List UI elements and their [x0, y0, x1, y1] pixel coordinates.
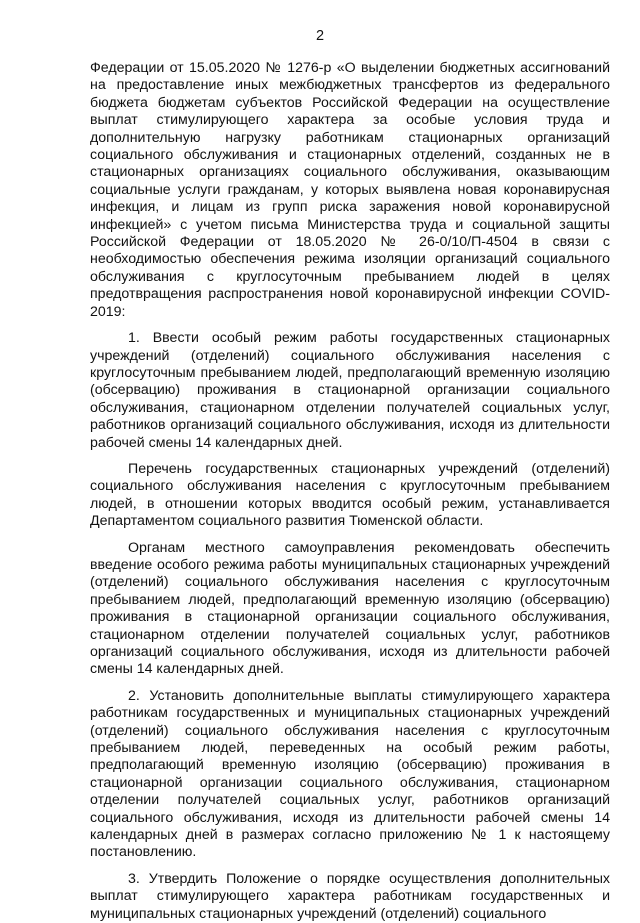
paragraph-item-2: 2. Установить дополнительные выплаты стимулирующего характера работникам государственных и муниципальных стационарных учреждений (отделений) социального обслуживания населения с круглосуточным пребыванием людей, переведенных на особый режим работы, предполагающий временную изоляцию (обсервацию) проживания в стационарной организации социального обслуживания, стационарном отделении получателей социальных услуг, работников организаций социального обслуживания, исходя из длительности рабочей смены 14 календарных дней в размерах согласно приложению № 1 к настоящему постановлению. — [90, 687, 610, 861]
paragraph-local-government: Органам местного самоуправления рекомендовать обеспечить введение особого режима работы муниципальных стационарных учреждений (отделений) социального обслуживания населения с круглосуточным пребыванием людей, предполагающий временную изоляцию (обсервацию) проживания в стационарной организации социального обслуживания, стационарном отделении получателей социальных услуг, работников организаций социального обслуживания, исходя из длительности рабочей смены 14 календарных дней. — [90, 539, 610, 678]
paragraph-item-3: 3. Утвердить Положение о порядке осуществления дополнительных выплат стимулирующего характера работникам государственных и муниципальных стационарных учреждений (отделений) социального — [90, 870, 610, 922]
page-number: 2 — [315, 28, 325, 44]
document-body — [90, 60, 610, 923]
paragraph-institutions-list: Перечень государственных стационарных учреждений (отделений) социального обслуживания населения с круглосуточным пребыванием людей, в отношении которых вводится особый режим, устанавливается Департаментом социального развития Тюменской области. — [90, 460, 610, 530]
paragraph-item-1: 1. Ввести особый режим работы государственных стационарных учреждений (отделений) социального обслуживания населения с круглосуточным пребыванием людей, предполагающий временную изоляцию (обсервацию) проживания в стационарной организации социального обслуживания, стационарном отделении получателей социальных услуг, работников организаций социального обслуживания, исходя из длительности рабочей смены 14 календарных дней. — [90, 330, 610, 451]
paragraph-preamble: Федерации от 15.05.2020 № 1276-р «О выделении бюджетных ассигнований на предоставление иных межбюджетных трансфертов из федерального бюджета бюджетам субъектов Российской Федерации на осуществление выплат стимулирующего характера за особые условия труда и дополнительную нагрузку работникам стационарных организаций социального обслуживания и стационарных отделений, созданных не в стационарных организациях социального обслуживания, оказывающим социальные услуги гражданам, у которых выявлена новая коронавирусная инфекция, и лицам из групп риска заражения новой коронавирусной инфекцией» с учетом письма Министерства труда и социальной защиты Российской Федерации от 18.05.2020 № 26-0/10/П-4504 в связи с необходимостью обеспечения режима изоляции организаций социального обслуживания с круглосуточным пребыванием людей в целях предотвращения распространения новой коронавирусной инфекции COVID-2019: — [90, 60, 610, 320]
